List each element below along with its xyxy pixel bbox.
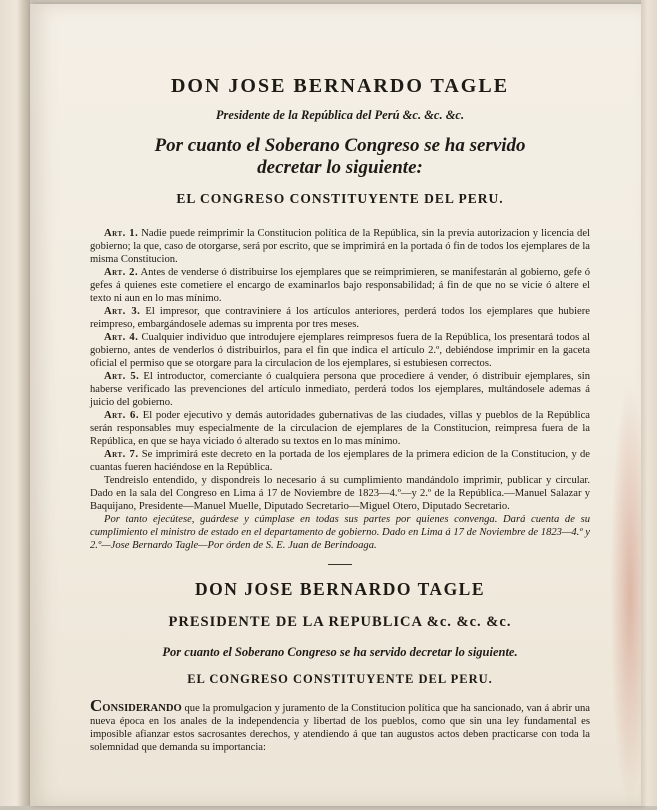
drop-cap: C [90,696,103,715]
considerando-text: que la promulgacion y juramento de la Constitucion política que ha sancionado, van á abrir una nueva época en los anales de la independencia y libertad de los pueblos, como que sin una ley fundamental es imposible afianzar estos sacrosantes derechos, y atendiendo á que tan augustos actos deben practicarse con toda la solemnidad que demanda su importancia: [90,703,590,753]
article-1: Art. 1. Nadie puede reimprimir la Constitucion política de la República, sin la previa autorizacion y licencia del gobierno; la que, caso de otorgarse, será por escrito, que se imprimirá en la portada ó fin de todos los ejemplares de la misma Constitucion. [90,228,590,265]
page-edge [641,0,657,806]
decree-heading-line2: decretar lo siguiente: [257,157,423,178]
article-2: Art. 2. Antes de venderse ó distribuirse los ejemplares que se reimprimieren, se manifestarán al gobierno, gefe ó gefes á quienes este cometiere el encargo de examinarlos bajo responsabilidad; á fin de que no se vicie ó altere el texto ni aun en lo mas mínimo. [90,267,590,304]
articles-list [90,227,590,474]
page-title: DON JOSE BERNARDO TAGLE [170,75,510,97]
closing-paragraph-2: Por tanto ejecútese, guárdese y cúmplase en todas sus partes por quienes convenga. Dará cuenta de su cumplimiento el ministro de estado en el departamento de gobierno. Dado en Lima á 17 de Noviembre de 1823—4.º y 2.º—Jose Bernardo Tagle—Por órden de S. E. Juan de Berindoaga. [90,514,590,551]
article-4: Art. 4. Cualquier individuo que introdujere ejemplares reimpresos fuera de la República, los presentará todos al gobierno, antes de venderlos ó distribuirlos, para el fin que indica el artículo 2.º, debiéndose imprimir en la gaceta oficial el permiso que se otorgare para la circulacion de los ejemplares, si estubiesen correctos. [90,332,590,369]
article-5: Art. 5. El introductor, comerciante ó cualquiera persona que procediere á vender, ó distribuir ejemplares, sin haberse verificado las prevenciones del artículo inmediato, perderá todos los ejemplares, multándosele ademas á juicio del gobierno. [90,371,590,408]
second-congreso-heading: EL CONGRESO CONSTITUYENTE DEL PERU. [187,672,493,686]
section-divider [328,564,352,565]
article-3: Art. 3. El impresor, que contraviniere á los artículos anteriores, perderá todos los ejemplares que hubiere reimpreso, embargándosele ademas su imprenta por tres meses. [90,306,590,330]
decree-heading [90,135,590,179]
book-spine [0,0,30,806]
congreso-heading: EL CONGRESO CONSTITUYENTE DEL PERU. [176,191,504,206]
decree-heading-line1: Por cuanto el Soberano Congreso se ha servido [154,135,526,156]
closing-text [90,474,590,552]
considerando-word: ONSIDERANDO [102,703,182,714]
closing-paragraph-1: Tendreislo entendido, y dispondreis lo necesario á su cumplimiento mandándolo imprimir, publicar y circular. Dado en la sala del Congreso en Lima á 17 de Noviembre de 1823—4.º—y 2.º de la República.—Manuel Salazar y Baquijano, Presidente—Manuel Muelle, Diputado Secretario—Miguel Otero, Diputado Secretario. [90,475,590,512]
article-7: Art. 7. Se imprimirá este decreto en la portada de los ejemplares de la primera edicion de la Constitucion, y de cuantas fueren haciéndose en la República. [90,449,590,473]
article-6: Art. 6. El poder ejecutivo y demás autoridades gubernativas de las ciudades, villas y pueblos de la República serán responsables muy especialmente de la circulacion de ejemplares de la Constitucion, reimpresa fuera de la República, en que se haya viciado ó alterado su textos en lo mas mínimo. [90,410,591,447]
page-subtitle: Presidente de la República del Perú &c. &c. &c. [215,108,465,122]
considerando-paragraph [90,696,590,754]
second-title: DON JOSE BERNARDO TAGLE [194,579,486,599]
document-body [90,76,590,754]
second-decree-heading: Por cuanto el Soberano Congreso se ha servido decretar lo siguiente. [162,645,518,659]
document-page [30,4,642,806]
second-subtitle: PRESIDENTE DE LA REPUBLICA &c. &c. &c. [168,614,512,630]
